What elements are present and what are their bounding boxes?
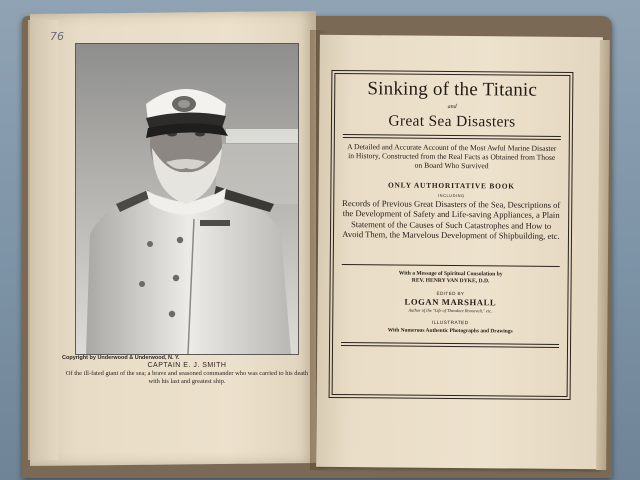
title-page-frame <box>332 73 571 397</box>
left-page-edge <box>28 20 58 460</box>
message-line-2: REV. HENRY VAN DYKE, D.D. <box>411 277 490 285</box>
captain-portrait <box>75 43 299 355</box>
pencil-mark: 76 <box>50 30 64 43</box>
captain-name: CAPTAIN E. J. SMITH <box>147 362 227 369</box>
book-subtitle: Great Sea Disasters <box>388 112 516 131</box>
book-title: Sinking of the Titanic <box>367 78 538 101</box>
portrait-caption: Of the ill-fated giant of the sea; a brave and seasoned commander who was carried to his death with his last and greatest ship. <box>65 370 309 385</box>
captain-portrait-drawing <box>76 44 298 354</box>
photo-copyright: Copyright by Underwood & Underwood, N. Y. <box>62 355 180 361</box>
only-authoritative-label: ONLY AUTHORITATIVE BOOK <box>387 180 515 191</box>
portrait-caption-area <box>62 355 312 386</box>
divider-rule <box>342 264 560 267</box>
including-label: INCLUDING <box>438 192 465 199</box>
editor-name: LOGAN MARSHALL <box>404 296 497 308</box>
title-rule <box>343 134 561 140</box>
bottom-rule <box>341 342 559 348</box>
book-description: A Detailed and Accurate Account of the Most Awful Marine Disaster in History, Constructed from the Real Facts as Obtained from Those on Board Who Survived <box>347 142 557 171</box>
editor-note: Author of the "Life of Theodore Roosevelt," etc. <box>408 307 493 314</box>
edited-by-label: EDITED BY <box>436 290 465 297</box>
illustrated-note: With Numerous Authentic Photographs and Drawings <box>387 327 513 335</box>
book-contents-description: Records of Previous Great Disasters of the Sea, Descriptions of the Development of Safety and Life-saving Appliances, a Plain Statement of the Causes of Such Catastrophes and How to Avoid Them, the Marvelous Development of Shipbuilding, etc. <box>342 198 561 241</box>
message-line-1: With a Message of Spiritual Consolation by <box>398 270 503 278</box>
message-credit <box>334 270 568 286</box>
title-and: and <box>447 103 457 111</box>
illustrated-label: ILLUSTRATED <box>431 320 469 327</box>
